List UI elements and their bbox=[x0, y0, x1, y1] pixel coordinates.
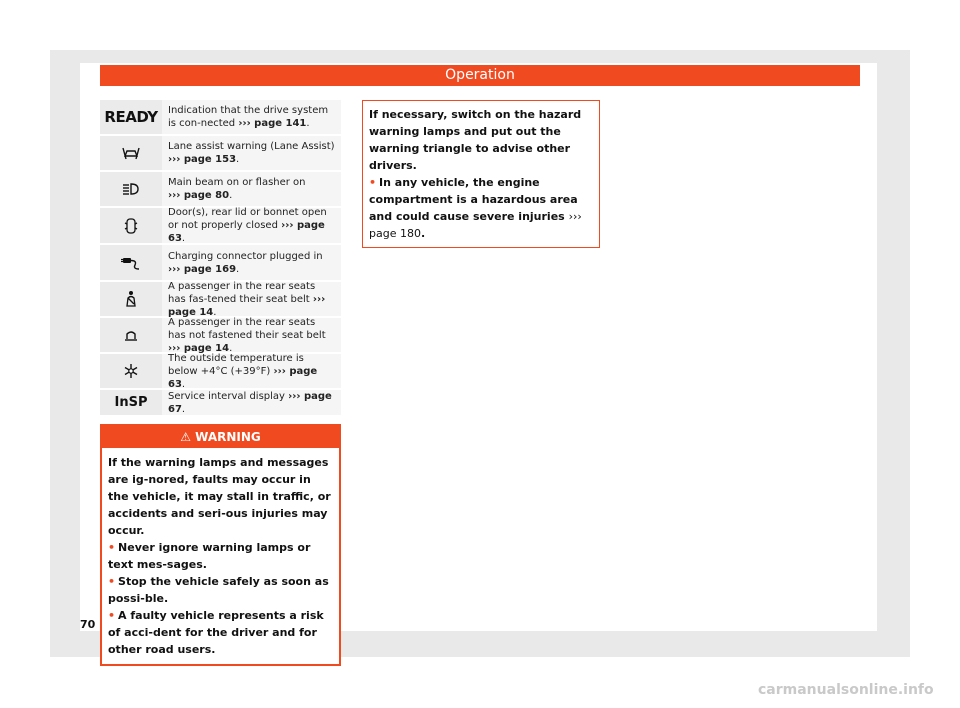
warning-body bbox=[102, 448, 339, 664]
row-text: Charging connector plugged in bbox=[168, 250, 323, 262]
page-ref-link[interactable]: ››› page 153 bbox=[168, 154, 237, 165]
row-text: Door(s), rear lid or bonnet open or not properly closed bbox=[168, 207, 327, 231]
table-row bbox=[100, 136, 341, 170]
snowflake-icon bbox=[100, 354, 162, 388]
table-row bbox=[100, 208, 341, 243]
row-description: A passenger in the rear seats has not fastened their seat belt ››› page 14. bbox=[162, 318, 341, 352]
main-beam-icon bbox=[100, 172, 162, 206]
table-row bbox=[100, 390, 341, 415]
charging-connector-icon bbox=[100, 245, 162, 280]
row-description: Charging connector plugged in ››› page 169. bbox=[162, 245, 341, 280]
table-row bbox=[100, 318, 341, 352]
row-description: The outside temperature is below +4°C (+39°F) ››› page 63. bbox=[162, 354, 341, 388]
service-interval-icon: InSP bbox=[114, 395, 148, 410]
warning-triangle-icon: ⚠ bbox=[180, 430, 191, 444]
note-box bbox=[362, 100, 600, 248]
page-ref-link[interactable]: ››› page 141 bbox=[238, 118, 307, 129]
table-row bbox=[100, 100, 341, 134]
bullet-icon: • bbox=[108, 541, 116, 554]
bullet-icon: • bbox=[369, 176, 377, 189]
lane-assist-icon bbox=[100, 136, 162, 170]
page-ref-link[interactable]: ››› page 14 bbox=[168, 342, 230, 354]
row-description: Door(s), rear lid or bonnet open or not properly closed ››› page 63. bbox=[162, 208, 341, 243]
page-ref-link[interactable]: ››› page 169 bbox=[168, 263, 237, 275]
door-open-icon bbox=[100, 208, 162, 243]
page-number: 70 bbox=[80, 618, 96, 631]
warning-bullet: • Stop the vehicle safely as soon as possi-ble. bbox=[108, 575, 329, 605]
warning-intro: If the warning lamps and messages are ig-nored, faults may occur in the vehicle, it may stall in traffic, or accidents and seri-ous injuries may occur. bbox=[108, 456, 331, 537]
ready-indicator-icon: READY bbox=[104, 108, 158, 126]
page-ref-link[interactable]: ››› page 67 bbox=[168, 390, 332, 415]
row-description: Main beam on or flasher on ››› page 80. bbox=[162, 172, 341, 206]
row-text: Indication that the drive system is con-nected bbox=[168, 105, 329, 129]
page-ref-link[interactable]: ››› page 14 bbox=[168, 293, 326, 318]
bullet-icon: • bbox=[108, 575, 116, 588]
page-ref-link[interactable]: ››› page 80 bbox=[168, 190, 230, 201]
row-text: Main beam on or flasher on bbox=[168, 177, 306, 188]
warning-title: WARNING bbox=[195, 430, 261, 444]
section-header: Operation bbox=[100, 65, 860, 86]
rear-seatbelt-unfastened-icon bbox=[100, 318, 162, 352]
warning-bullet: • Never ignore warning lamps or text mes-sages. bbox=[108, 541, 311, 571]
indicator-table bbox=[100, 100, 341, 417]
table-row bbox=[100, 354, 341, 388]
table-row bbox=[100, 282, 341, 316]
rear-seatbelt-fastened-icon bbox=[100, 282, 162, 316]
row-text: A passenger in the rear seats has not fastened their seat belt bbox=[168, 316, 326, 341]
row-description: Indication that the drive system is con-nected ››› page 141. bbox=[162, 100, 341, 134]
warning-bullet: • A faulty vehicle represents a risk of acci-dent for the driver and for other road users. bbox=[108, 609, 324, 656]
row-description: Lane assist warning (Lane Assist) ››› page 153. bbox=[162, 136, 341, 170]
warning-box bbox=[100, 424, 341, 666]
row-text: Service interval display bbox=[168, 390, 285, 402]
row-description: A passenger in the rear seats has fas-tened their seat belt ››› page 14. bbox=[162, 282, 341, 316]
warning-header bbox=[102, 426, 339, 448]
bullet-icon: • bbox=[108, 609, 116, 622]
watermark: carmanualsonline.info bbox=[758, 682, 934, 698]
page-ref-link[interactable]: ››› page 63 bbox=[168, 365, 318, 390]
table-row bbox=[100, 245, 341, 280]
row-text: The outside temperature is below +4°C (+39°F) bbox=[168, 352, 304, 377]
note-bullet: • In any vehicle, the engine compartment is a hazardous area and could cause severe injuries ››› page 180. bbox=[369, 176, 582, 240]
row-text: A passenger in the rear seats has fas-tened their seat belt bbox=[168, 280, 316, 305]
row-description: Service interval display ››› page 67. bbox=[162, 390, 341, 415]
row-text: Lane assist warning (Lane Assist) bbox=[168, 141, 335, 152]
page-ref-link[interactable]: ››› page 180 bbox=[369, 210, 582, 240]
page-ref-link[interactable]: ››› page 63 bbox=[168, 220, 325, 244]
note-intro: If necessary, switch on the hazard warning lamps and put out the warning triangle to advise other drivers. bbox=[369, 108, 582, 172]
table-row bbox=[100, 172, 341, 206]
